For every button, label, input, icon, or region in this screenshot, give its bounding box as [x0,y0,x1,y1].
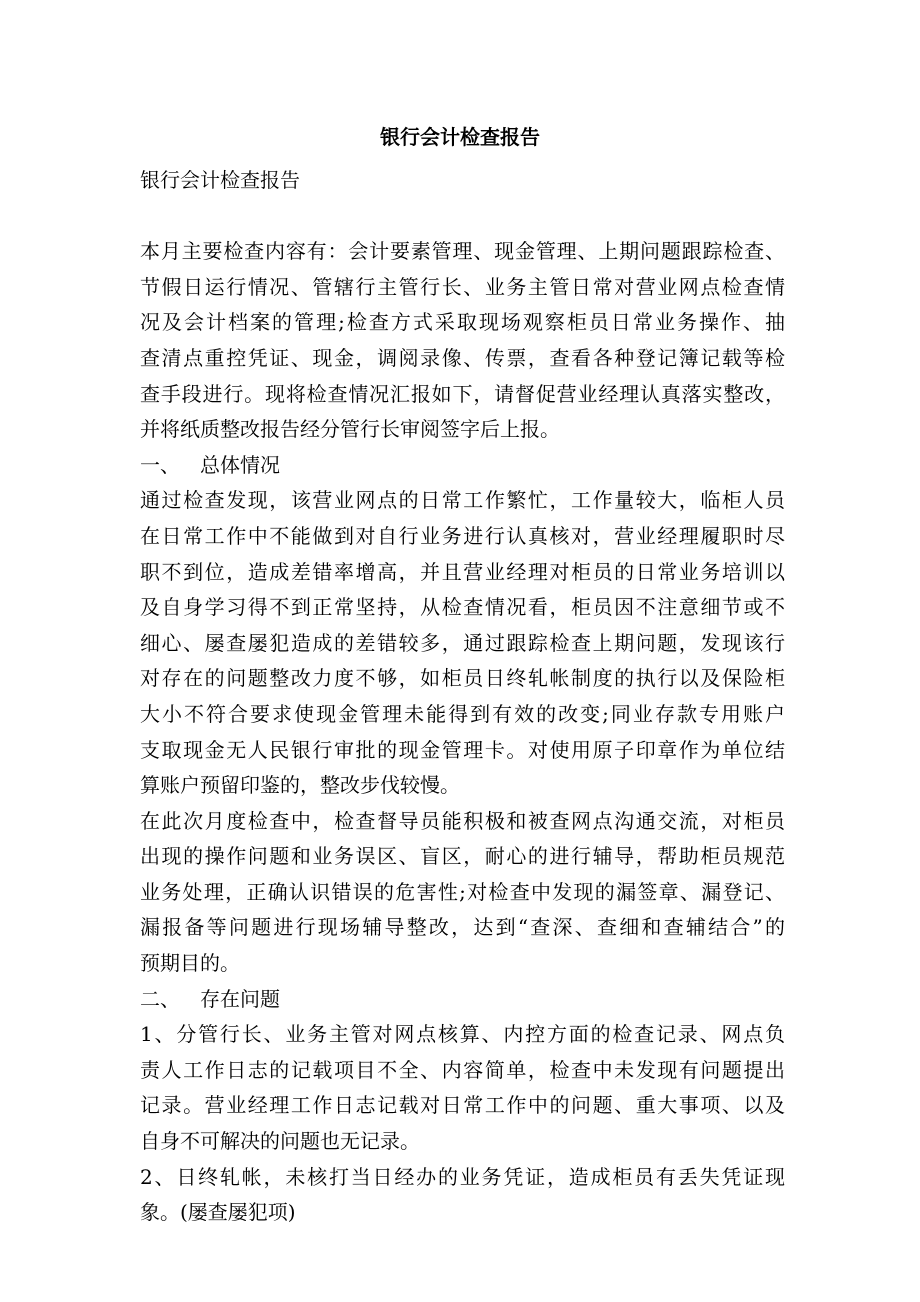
paragraph-line: 1、分管行长、业务主管对网点核算、内控方面的检查记录、网点负 [140,1022,785,1047]
document-body [140,163,785,1231]
intro-line: 并将纸质整改报告经分管行长审阅签字后上报。 [140,417,560,442]
document-subtitle: 银行会计检查报告 [140,168,300,192]
paragraph-line: 预期目的。 [140,951,240,976]
paragraph-line: 2、日终轧帐，未核打当日经办的业务凭证，造成柜员有丢失凭证现 [140,1164,785,1189]
paragraph-line: 自身不可解决的问题也无记录。 [140,1129,420,1154]
paragraph-line: 在日常工作中不能做到对自行业务进行认真核对，营业经理履职时尽 [140,523,785,548]
paragraph-line: 对存在的问题整改力度不够，如柜员日终轧帐制度的执行以及保险柜 [140,666,785,691]
section-heading-text: 存在问题 [200,986,280,1011]
issue-item-2 [140,1160,785,1231]
issue-item-1 [140,1017,785,1159]
paragraph-line: 出现的操作问题和业务误区、盲区，耐心的进行辅导，帮助柜员规范 [140,844,785,869]
section-heading-issues [140,982,785,1018]
intro-line: 查清点重控凭证、现金，调阅录像、传票，查看各种登记簿记载等检 [140,345,785,370]
intro-line: 况及会计档案的管理;检查方式采取现场观察柜员日常业务操作、抽 [140,310,785,335]
intro-line: 查手段进行。现将检查情况汇报如下，请督促营业经理认真落实整改， [140,381,785,406]
paragraph-line: 职不到位，造成差错率增高，并且营业经理对柜员的日常业务培训以 [140,559,785,584]
paragraph-line: 细心、屡查屡犯造成的差错较多，通过跟踪检查上期问题，发现该行 [140,630,785,655]
section-number: 二、 [140,986,180,1011]
paragraph-line: 及自身学习得不到正常坚持，从检查情况看，柜员因不注意细节或不 [140,595,785,620]
intro-line: 节假日运行情况、管辖行主管行长、业务主管日常对营业网点检查情 [140,274,785,299]
intro-paragraph [140,234,785,448]
paragraph-line: 通过检查发现，该营业网点的日常工作繁忙，工作量较大，临柜人员 [140,488,785,513]
paragraph-line: 业务处理，正确认识错误的危害性;对检查中发现的漏签章、漏登记、 [140,879,785,904]
section-number: 一、 [140,452,180,477]
document-title: 银行会计检查报告 [380,125,540,149]
overview-paragraph-2 [140,804,785,982]
paragraph-line: 算账户预留印鉴的，整改步伐较慢。 [140,773,460,798]
overview-paragraph-1 [140,483,785,803]
paragraph-line: 责人工作日志的记载项目不全、内容简单，检查中未发现有问题提出 [140,1057,785,1082]
paragraph-line: 在此次月度检查中，检查督导员能积极和被查网点沟通交流，对柜员 [140,808,785,833]
paragraph-line: 漏报备等问题进行现场辅导整改，达到“查深、查细和查辅结合”的 [140,915,785,940]
paragraph-line: 支取现金无人民银行审批的现金管理卡。对使用原子印章作为单位结 [140,737,785,762]
paragraph-line: 记录。营业经理工作日志记载对日常工作中的问题、重大事项、以及 [140,1093,785,1118]
section-heading-text: 总体情况 [200,452,280,477]
section-heading-overview [140,448,785,484]
intro-line: 本月主要检查内容有：会计要素管理、现金管理、上期问题跟踪检查、 [140,239,785,264]
paragraph-line: 大小不符合要求使现金管理未能得到有效的改变;同业存款专用账户 [140,701,785,726]
paragraph-line: 象。(屡查屡犯项) [140,1200,296,1225]
blank-line [140,199,785,235]
